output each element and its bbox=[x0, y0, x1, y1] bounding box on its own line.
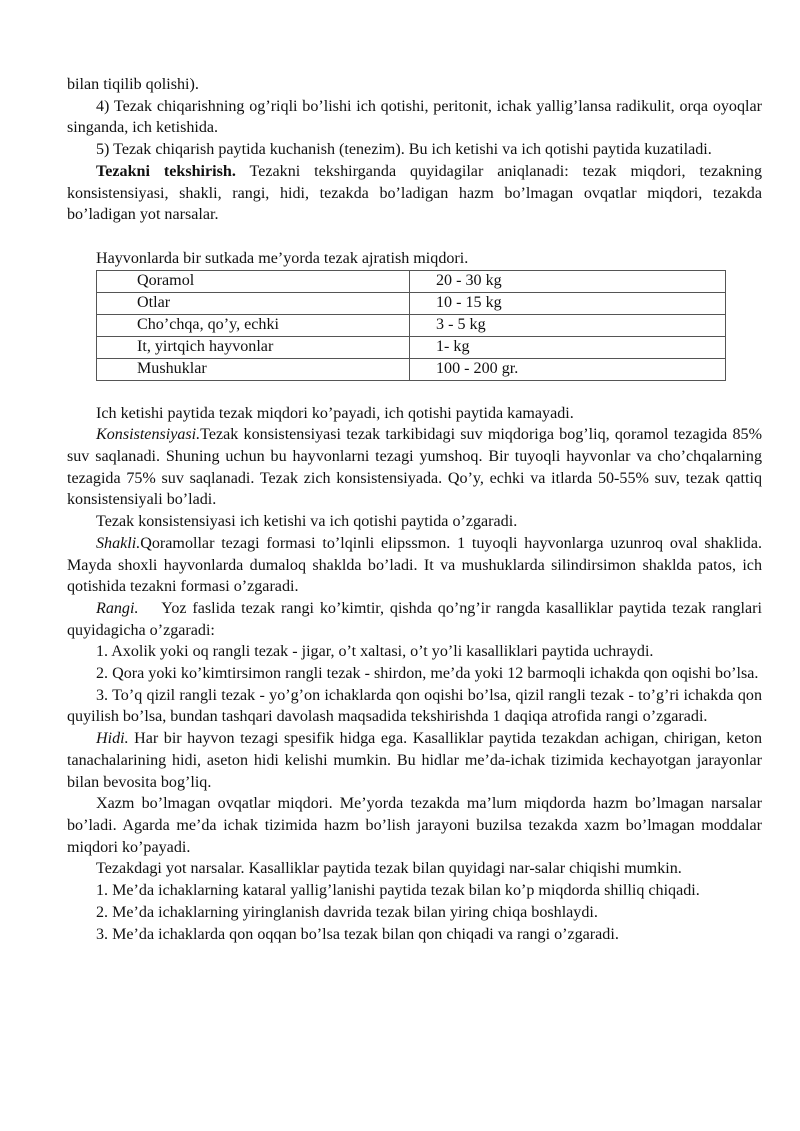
table-row bbox=[97, 270, 726, 292]
animal-cell: Cho’chqa, qo’y, echki bbox=[97, 314, 410, 336]
paragraph-item-5: 5) Tezak chiqarish paytida kuchanish (tenezim). Bu ich ketishi va ich qotishi paytida kuzatiladi. bbox=[96, 141, 712, 159]
animal-cell: It, yirtqich hayvonlar bbox=[97, 336, 410, 358]
table-row bbox=[97, 336, 726, 358]
paragraph-item-4: 4) Tezak chiqarishning og’riqli bo’lishi ich qotishi, peritonit, ichak yallig’lansa radikulit, orqa oyoqlar singanda, ich ketishida. bbox=[67, 97, 762, 137]
table-row bbox=[97, 292, 726, 314]
smell-label: Hidi. bbox=[96, 730, 129, 748]
paragraph-exam bbox=[67, 161, 762, 226]
table-caption: Hayvonlarda bir sutkada me’yorda tezak ajratish miqdori. bbox=[96, 249, 469, 267]
animal-cell: Mushuklar bbox=[97, 358, 410, 380]
table-row bbox=[97, 314, 726, 336]
color-text: Yoz faslida tezak rangi ko’kimtir, qishda qo’ng’ir rangda kasalliklar paytida tezak ranglari quyidagicha o’zgaradi: bbox=[67, 599, 767, 639]
exam-heading: Tezakni tekshirish. bbox=[96, 162, 236, 180]
table-row bbox=[97, 358, 726, 380]
amount-cell: 20 - 30 kg bbox=[410, 270, 726, 292]
smell-text: Har bir hayvon tezagi spesifik hidga ega. Kasalliklar paytida tezakdan achigan, chirigan, keton tanachalarining hidi, aseton hidi kelishi mumkin. Bu hidlar me’da-ichak tizimida kechayotgan jarayonlar bilan bevosita bog’liq. bbox=[67, 730, 762, 791]
amount-cell: 10 - 15 kg bbox=[410, 292, 726, 314]
paragraph-foreign-3: 3. Me’da ichaklarda qon oqqan bo’lsa tezak bilan qon chiqadi va rangi o’zgaradi. bbox=[96, 925, 619, 943]
paragraph-color-2: 2. Qora yoki ko’kimtirsimon rangli tezak - shirdon, me’da yoki 12 barmoqli ichakda qon oqishi bo’lsa. bbox=[96, 665, 759, 683]
amount-cell: 1- kg bbox=[410, 336, 726, 358]
paragraph-foreign: Tezakdagi yot narsalar. Kasalliklar paytida tezak bilan quyidagi nar-salar chiqishi mumkin. bbox=[96, 860, 682, 878]
consistency-text: Tezak konsistensiyasi tezak tarkibidagi suv miqdoriga bog’liq, qoramol tezagida 85% suv saqlanadi. Shuning uchun bu hayvonlarni tezagi yumshoq. Bir tuyoqli hayvonlar va cho’chqalarning tezagida 75% suv saqlanadi. Tezak zich konsistensiyada. Qo’y, echki va itlarda 50-55% suv, tezak qattiq konsistensiyali bo’ladi. bbox=[67, 426, 762, 509]
exam-text: Tezakni tekshirganda quyidagilar aniqlanadi: tezak miqdori, tezakning konsistensiyasi, shakli, rangi, hidi, tezakda bo’ladigan hazm bo’lmagan ovqatlar miqdori, tezakda bo’ladigan yot narsalar. bbox=[67, 162, 762, 224]
amount-cell: 3 - 5 kg bbox=[410, 314, 726, 336]
paragraph-consistency-change: Tezak konsistensiyasi ich ketishi va ich qotishi paytida o’zgaradi. bbox=[96, 513, 518, 531]
paragraph-undigested: Xazm bo’lmagan ovqatlar miqdori. Me’yorda tezakda ma’lum miqdorda hazm bo’lmagan narsalar bo’ladi. Agarda me’da ichak tizimida hazm bo’lish jarayoni buzilsa tezakda xazm bo’lmagan moddalar miqdori ko’payadi. bbox=[67, 795, 762, 856]
paragraph-color-1: 1. Axolik yoki oq rangli tezak - jigar, o’t xaltasi, o’t yo’li kasalliklari paytida uchraydi. bbox=[96, 643, 654, 661]
paragraph-foreign-1: 1. Me’da ichaklarning kataral yallig’lanishi paytida tezak bilan ko’p miqdorda shilliq chiqadi. bbox=[96, 882, 700, 900]
shape-text: Qoramollar tezagi formasi to’lqinli elipssmon. 1 tuyoqli hayvonlarga uzunroq oval shaklida. Mayda shoxli hayvonlarda dumaloq shaklda bo’ladi. It va mushuklarda silindirsimon shaklda patos, ich qotishida tezakni formasi o’zgaradi. bbox=[67, 534, 762, 596]
feces-amount-table bbox=[96, 270, 726, 381]
animal-cell: Qoramol bbox=[97, 270, 410, 292]
amount-cell: 100 - 200 gr. bbox=[410, 358, 726, 380]
color-label: Rangi. bbox=[96, 599, 139, 617]
paragraph-amount-change: Ich ketishi paytida tezak miqdori ko’payadi, ich qotishi paytida kamayadi. bbox=[96, 404, 574, 422]
paragraph-shape bbox=[67, 533, 762, 598]
animal-cell: Otlar bbox=[97, 292, 410, 314]
consistency-label: Konsistensiyasi. bbox=[96, 426, 201, 444]
paragraph-foreign-2: 2. Me’da ichaklarning yiringlanish davrida tezak bilan yiring chiqa boshlaydi. bbox=[96, 903, 598, 921]
paragraph-color bbox=[67, 598, 767, 641]
paragraph-continuation: bilan tiqilib qolishi). bbox=[67, 76, 199, 93]
paragraph-consistency bbox=[67, 424, 762, 511]
paragraph-color-3: 3. To’q qizil rangli tezak - yo’g’on ichaklarda qon oqishi bo’lsa, qizil rangli tezak - to’g’ri ichakda qon quyilish bo’lsa, bundan tashqari davolash maqsadida tekshirishda 1 daqiqa atrofida rangi o’zgaradi. bbox=[67, 686, 762, 726]
paragraph-smell bbox=[67, 728, 762, 793]
shape-label: Shakli. bbox=[96, 534, 141, 552]
